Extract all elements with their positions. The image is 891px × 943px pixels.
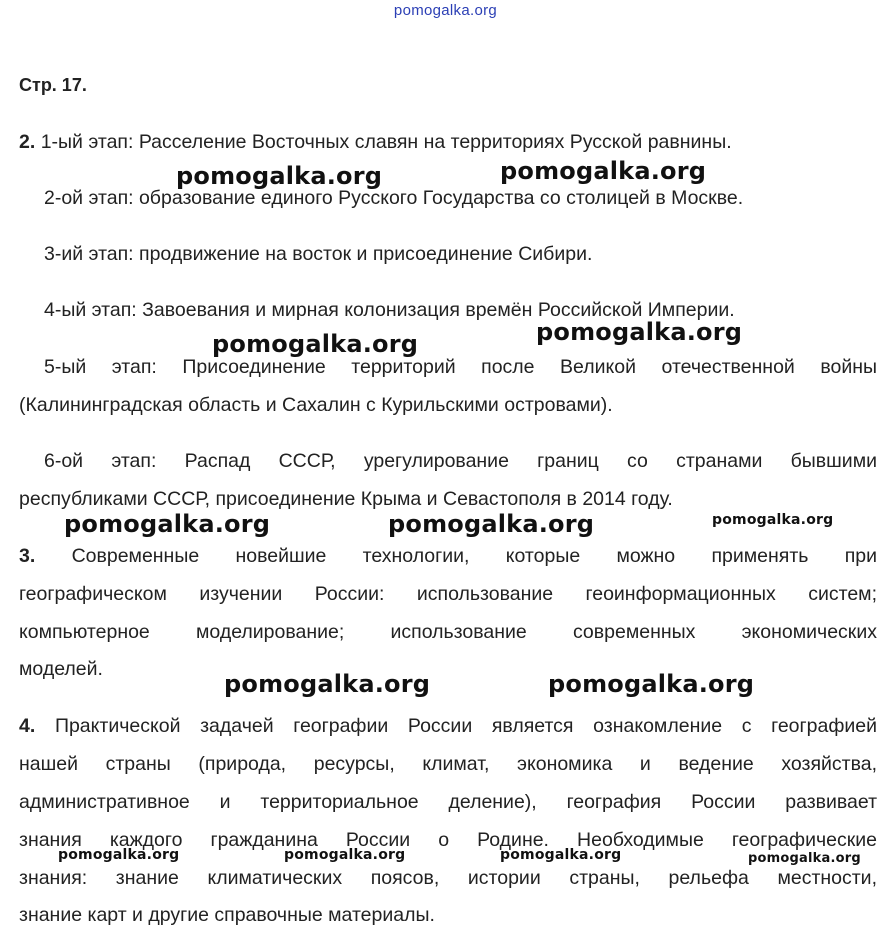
task2-stage-4: 4-ый этап: Завоевания и мирная колонизация времён Российской Империи. — [44, 299, 735, 321]
task2-stage-5-cont: (Калининградская область и Сахалин с Курильскими островами). — [19, 394, 613, 416]
task4-line-3: административное и территориальное деление), география России развивает — [19, 791, 877, 813]
task2-stage-6-cont: республиками СССР, присоединение Крыма и Севастополя в 2014 году. — [19, 488, 673, 510]
task3-line-1-text: Современные новейшие технологии, которые можно применять при — [71, 545, 877, 567]
watermark: pomogalka.org — [64, 510, 271, 538]
task3-line-4: моделей. — [19, 658, 103, 680]
task2-stage-3: 3-ий этап: продвижение на восток и присоединение Сибири. — [44, 243, 593, 265]
watermark: pomogalka.org — [58, 847, 180, 863]
task3-line-3: компьютерное моделирование; использование современных экономических — [19, 621, 877, 643]
site-header-link[interactable]: pomogalka.org — [393, 2, 498, 19]
task4-line-6: знание карт и другие справочные материалы. — [19, 904, 435, 926]
task3-line-2: географическом изучении России: использование геоинформационных систем; — [19, 583, 877, 605]
task3-line-1 — [19, 544, 877, 568]
task2-number: 2. — [19, 131, 36, 153]
task2-stage-1-text: 1-ый этап: Расселение Восточных славян на территориях Русской равнины. — [40, 131, 732, 153]
watermark: pomogalka.org — [712, 512, 834, 528]
watermark: pomogalka.org — [748, 851, 861, 866]
task2-stage-6: 6-ой этап: Распад СССР, урегулирование границ со странами бывшими — [44, 450, 877, 472]
task4-number: 4. — [19, 715, 36, 737]
watermark: pomogalka.org — [500, 157, 707, 185]
watermark: pomogalka.org — [388, 510, 595, 538]
page-label: Стр. 17. — [19, 75, 87, 95]
watermark: pomogalka.org — [284, 847, 406, 863]
watermark: pomogalka.org — [224, 670, 431, 698]
task4-line-4: знания каждого гражданина России о Родине. Необходимые географические — [19, 829, 877, 851]
watermark: pomogalka.org — [536, 318, 743, 346]
task4-line-5: знания: знание климатических поясов, истории страны, рельефа местности, — [19, 867, 877, 889]
watermark: pomogalka.org — [212, 330, 419, 358]
watermark: pomogalka.org — [500, 847, 622, 863]
task4-line-1 — [19, 714, 877, 738]
watermark: pomogalka.org — [548, 670, 755, 698]
watermark: pomogalka.org — [176, 162, 383, 190]
task4-line-2: нашей страны (природа, ресурсы, климат, экономика и ведение хозяйства, — [19, 753, 877, 775]
task3-number: 3. — [19, 545, 36, 567]
task4-line-1-text: Практической задачей географии России является ознакомление с географией — [54, 715, 877, 737]
task2-stage-1 — [19, 130, 732, 154]
task2-stage-5: 5-ый этап: Присоединение территорий после Великой отечественной войны — [44, 356, 877, 378]
task2-stage-2: 2-ой этап: образование единого Русского Государства со столицей в Москве. — [44, 187, 744, 209]
